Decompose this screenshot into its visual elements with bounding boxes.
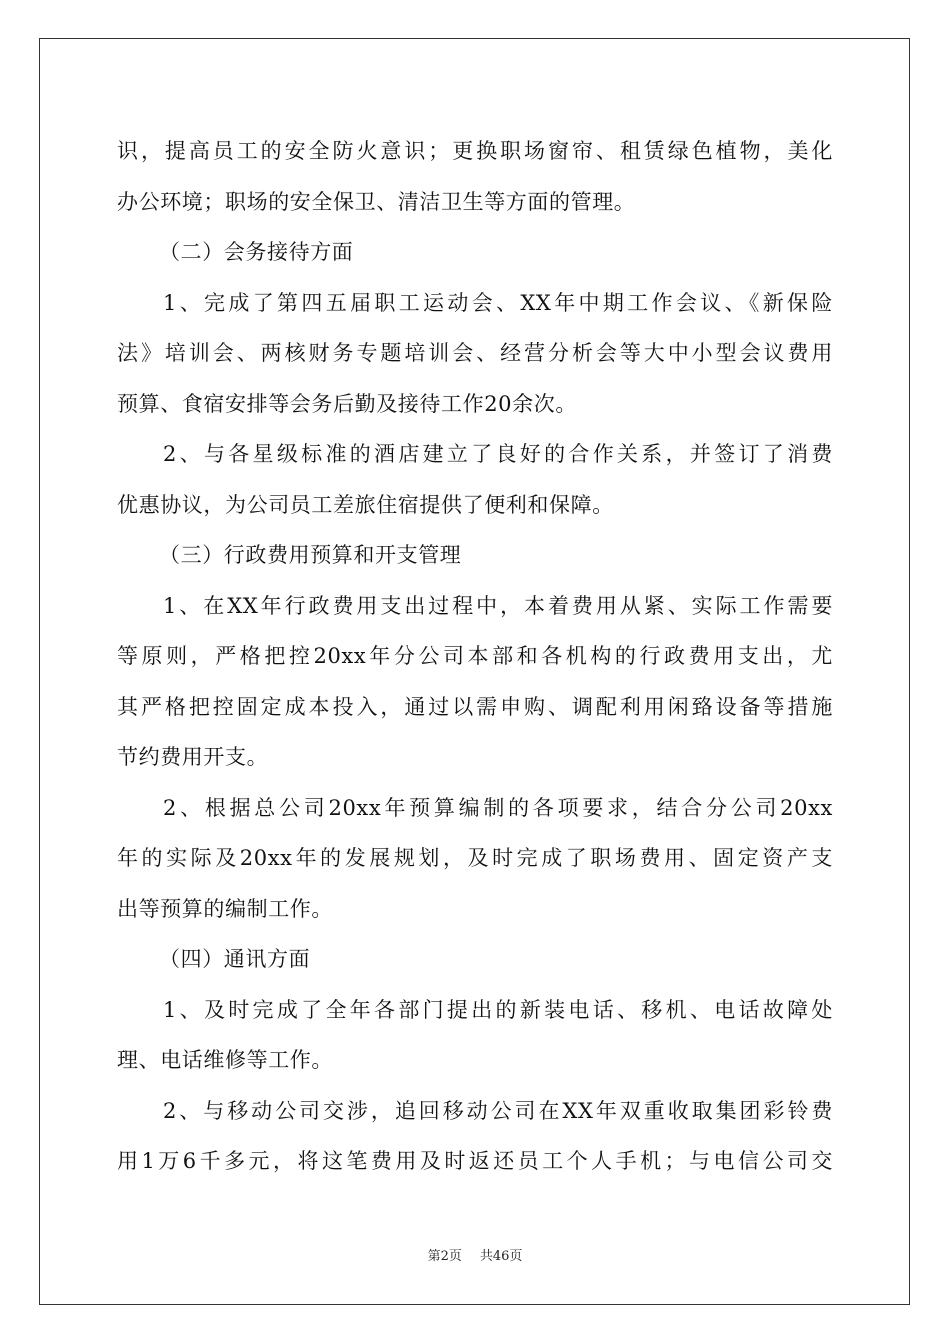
section-heading: （四）通讯方面	[159, 947, 311, 971]
text-line: 理、电话维修等工作。	[117, 1048, 333, 1072]
text-line: 办公环境；职场的安全保卫、清洁卫生等方面的管理。	[117, 189, 636, 214]
section-heading: （三）行政费用预算和开支管理	[159, 543, 462, 567]
text-line: 优惠协议，为公司员工差旅住宿提供了便利和保障。	[117, 492, 614, 517]
text-line: 预算、食宿安排等会务后勤及接待工作20余次。	[117, 391, 577, 416]
text-line: 识，提高员工的安全防火意识；更换职场窗帘、租赁绿色植物，美化	[117, 139, 833, 163]
paragraph-first-line: 2、根据总公司20xx年预算编制的各项要求，结合分公司20xx	[163, 795, 833, 820]
text-line: 年的实际及20xx年的发展规划，及时完成了职场费用、固定资产支	[117, 846, 833, 870]
page-footer	[0, 1245, 950, 1264]
total-pages: 共46页	[479, 1249, 523, 1264]
text-line: 出等预算的编制工作。	[117, 896, 333, 921]
text-line: 其严格把控固定成本投入，通过以需申购、调配利用闲臵设备等措施	[117, 694, 833, 719]
paragraph-first-line: 2、与移动公司交涉，追回移动公司在XX年双重收取集团彩铃费	[163, 1098, 833, 1123]
paragraph-first-line: 1、在XX年行政费用支出过程中，本着费用从紧、实际工作需要	[163, 593, 833, 618]
section-heading: （二）会务接待方面	[159, 240, 354, 264]
text-line: 法》培训会、两核财务专题培训会、经营分析会等大中小型会议费用	[117, 341, 833, 365]
paragraph-first-line: 2、与各星级标准的酒店建立了良好的合作关系，并签订了消费	[163, 442, 833, 466]
page-number: 第2页	[427, 1249, 462, 1264]
text-line: 节约费用开支。	[117, 745, 269, 769]
paragraph-first-line: 1、完成了第四五届职工运动会、XX年中期工作会议、《新保险	[163, 290, 833, 315]
text-line: 用1万6千多元，将这笔费用及时返还员工个人手机；与电信公司交	[117, 1149, 833, 1173]
paragraph-first-line: 1、及时完成了全年各部门提出的新装电话、移机、电话故障处	[163, 997, 833, 1022]
text-line: 等原则，严格把控20xx年分公司本部和各机构的行政费用支出，尤	[117, 644, 833, 668]
document-body	[117, 126, 833, 1187]
